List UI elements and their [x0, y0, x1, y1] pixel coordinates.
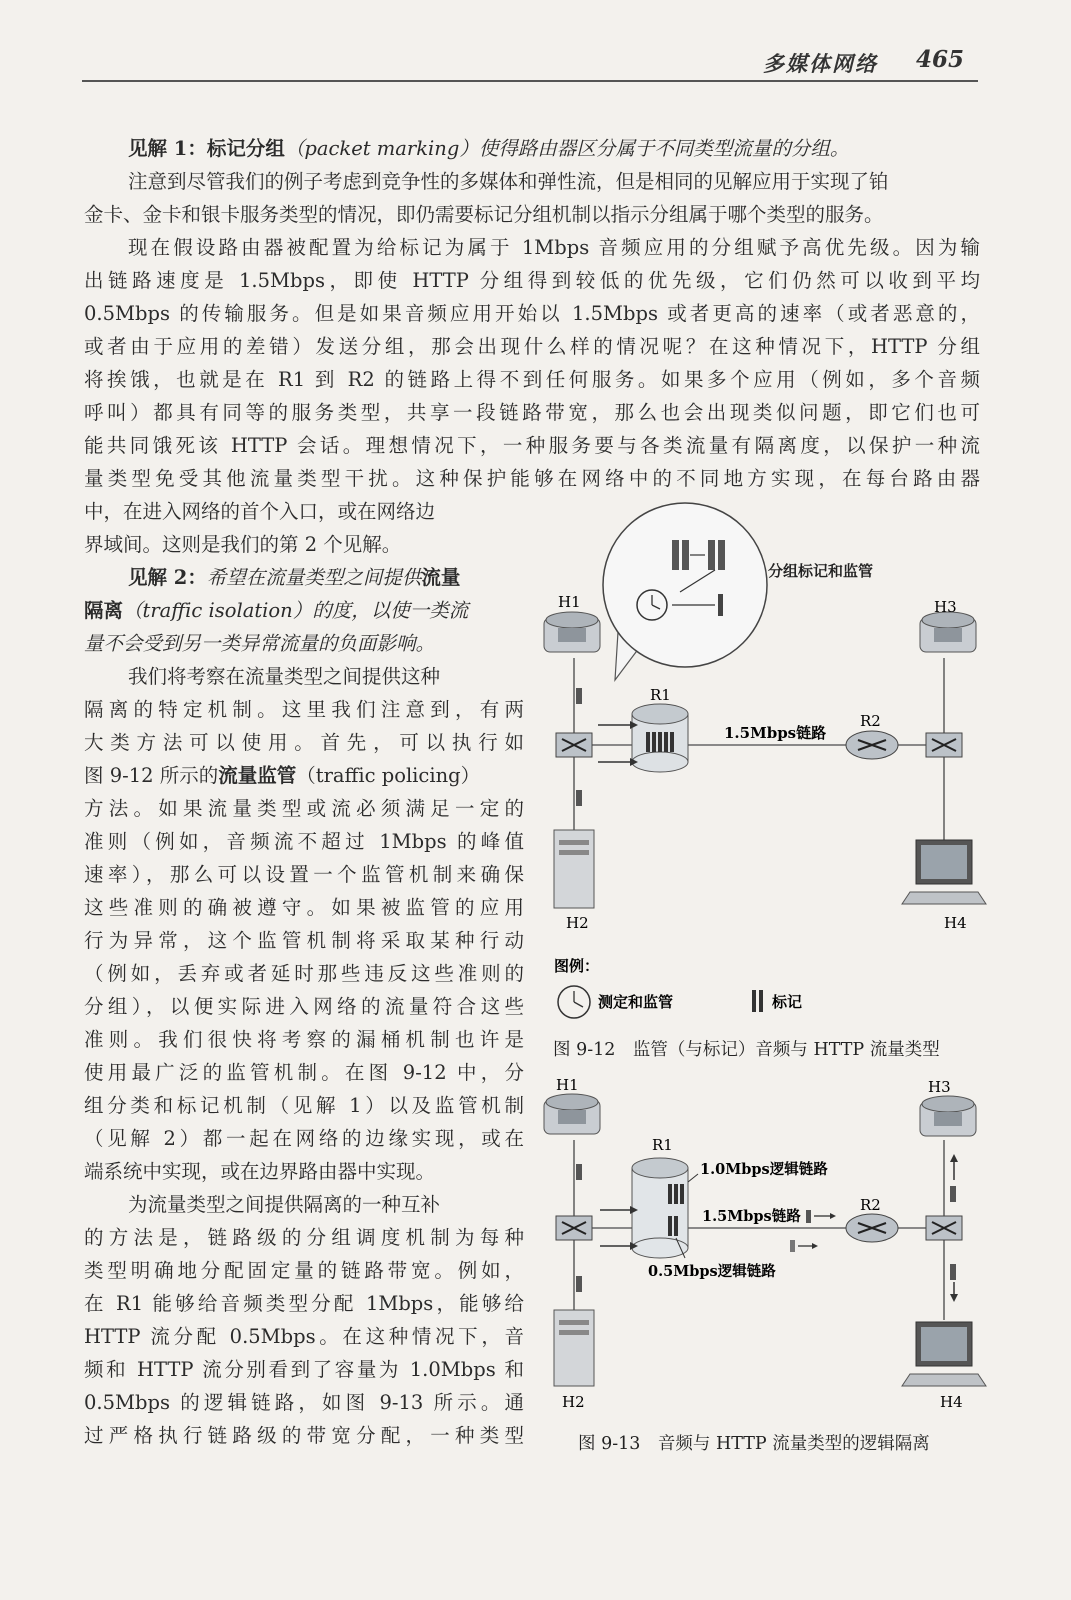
page-number: 465 [915, 46, 964, 73]
clock-icon [558, 986, 590, 1018]
paragraph-line: 大类方法可以使用。首先，可以执行如 [84, 731, 524, 754]
paragraph-line: 现在假设路由器被配置为给标记为属于 1Mbps 音频应用的分组赋予高优先级。因为输 [128, 236, 980, 259]
paragraph-line: 呼叫）都具有同等的服务类型，共享一段链路带宽，那么也会出现类似问题，即它们也可 [84, 401, 980, 424]
host-label: H3 [934, 598, 957, 616]
text-run: 图 9-12 所示的 [84, 764, 219, 787]
legend-title: 图例： [554, 957, 600, 975]
router-label: R1 [652, 1136, 673, 1154]
paragraph-line: 分组），以便实际进入网络的流量符合这些 [84, 995, 524, 1018]
insight-text: （packet marking）使得路由器区分属于不同类型流量的分组。 [284, 137, 850, 160]
paragraph-line: 0.5Mbps 的逻辑链路，如图 9-13 所示。通 [84, 1391, 524, 1414]
switch-icon [556, 733, 592, 757]
phone-icon [544, 1094, 600, 1134]
paragraph-line: 出链路速度是 1.5Mbps，即使 HTTP 分组得到较低的优先级，它们仍然可以收到平均 [84, 269, 980, 292]
computer-icon [902, 1322, 986, 1386]
switch-icon [556, 1216, 592, 1240]
paragraph-line: 准则。我们很快将考察的漏桶机制也许是 [84, 1028, 524, 1051]
insight-2 [128, 563, 460, 593]
router-r1-icon [632, 704, 688, 772]
router-r2-icon [846, 1214, 898, 1242]
paragraph-line: （见解 2）都一起在网络的边缘实现，或在 [84, 1127, 524, 1150]
paragraph-line: （例如，丢弃或者延时那些违反这些准则的 [84, 962, 524, 985]
paragraph-line: 量类型免受其他流量类型干扰。这种保护能够在网络中的不同地方实现，在每台路由器 [84, 467, 980, 490]
paragraph-line: 这些准则的确被遵守。如果被监管的应用 [84, 896, 524, 919]
host-label: H1 [558, 593, 581, 611]
paragraph-line: 类型明确地分配固定量的链路带宽。例如， [84, 1259, 524, 1282]
text-run: （traffic policing） [296, 764, 481, 787]
paragraph-line: 的方法是，链路级的分组调度机制为每种 [84, 1226, 524, 1249]
host-label: H4 [940, 1393, 963, 1411]
server-icon [554, 830, 594, 908]
host-label: H2 [566, 914, 589, 932]
paragraph-line: 注意到尽管我们的例子考虑到竞争性的多媒体和弹性流，但是相同的见解应用于实现了铂 [128, 170, 889, 193]
paragraph-line: 中，在进入网络的首个入口，或在网络边 [84, 500, 436, 523]
host-label: H1 [556, 1076, 579, 1094]
paragraph-line: 隔离的特定机制。这里我们注意到，有两 [84, 698, 524, 721]
logical-link-label: 0.5Mbps逻辑链路 [648, 1263, 776, 1280]
running-header [82, 44, 978, 82]
paragraph-line: 界域间。这则是我们的第 2 个见解。 [84, 533, 402, 556]
paragraph-line: HTTP 流分配 0.5Mbps。在这种情况下，音 [84, 1325, 524, 1348]
switch-icon [926, 733, 962, 757]
insight-term: 隔离 [84, 599, 124, 622]
term-traffic-policing: 流量监管 [218, 764, 297, 787]
paragraph-line: 方法。如果流量类型或流必须满足一定的 [84, 797, 524, 820]
router-r2-icon [846, 731, 898, 759]
paragraph-line [84, 761, 524, 791]
paragraph-line: 我们将考察在流量类型之间提供这种 [128, 665, 441, 688]
phone-icon [544, 612, 600, 652]
insight-1 [128, 134, 849, 164]
phone-icon [920, 1096, 976, 1136]
legend-meter-label: 测定和监管 [598, 993, 674, 1011]
paragraph-line: 行为异常，这个监管机制将采取某种行动 [84, 929, 524, 952]
paragraph-line: 端系统中实现，或在边界路由器中实现。 [84, 1160, 436, 1183]
paragraph-line: 使用最广泛的监管机制。在图 9-12 中，分 [84, 1061, 524, 1084]
phone-icon [920, 612, 976, 652]
switch-icon [926, 1216, 962, 1240]
insight-term: 流量 [421, 566, 461, 589]
insight-2-line [84, 596, 524, 626]
paragraph-line: 金卡、金卡和银卡服务类型的情况，即仍需要标记分组机制以指示分组属于哪个类型的服务。 [84, 203, 884, 226]
paragraph-line: 组分类和标记机制（见解 1）以及监管机制 [84, 1094, 524, 1117]
paragraph-line: 将挨饿，也就是在 R1 到 R2 的链路上得不到任何服务。如果多个应用（例如，多个音频 [84, 368, 980, 391]
server-icon [554, 1310, 594, 1386]
link-label: 1.5Mbps链路 [724, 724, 827, 742]
paragraph-line: 0.5Mbps 的传输服务。但是如果音频应用开始以 1.5Mbps 或者更高的速率（或者恶意的， [84, 302, 980, 325]
host-label: H3 [928, 1078, 951, 1096]
insight-text: （traffic isolation）的度，以使一类流 [123, 599, 469, 622]
computer-icon [902, 840, 986, 904]
section-title: 多媒体网络 [763, 51, 878, 76]
figure-9-13 [540, 1070, 1000, 1420]
paragraph-line: 准则（例如，音频流不超过 1Mbps 的峰值 [84, 830, 524, 853]
insight-label: 见解 2： [128, 566, 207, 589]
paragraph-line: 频和 HTTP 流分别看到了容量为 1.0Mbps 和 [84, 1358, 524, 1381]
figure-9-12 [540, 500, 1000, 1030]
figure-caption: 图 9-12 监管（与标记）音频与 HTTP 流量类型 [553, 1040, 940, 1060]
paragraph-line: 能共同饿死该 HTTP 会话。理想情况下，一种服务要与各类流量有隔离度，以保护一种流 [84, 434, 980, 457]
router-label: R2 [860, 712, 881, 730]
paragraph-line: 过严格执行链路级的带宽分配，一种类型 [84, 1424, 524, 1447]
insight-2-line: 量不会受到另一类异常流量的负面影响。 [84, 632, 436, 655]
paragraph-line: 为流量类型之间提供隔离的一种互补 [128, 1193, 441, 1216]
paragraph-line: 速率），那么可以设置一个监管机制来确保 [84, 863, 524, 886]
router-label: R2 [860, 1196, 881, 1214]
legend-mark-label: 标记 [772, 993, 803, 1011]
marker-icon [752, 990, 763, 1012]
logical-link-label: 1.0Mbps逻辑链路 [700, 1161, 828, 1178]
callout-label: 分组标记和监管 [768, 562, 874, 580]
link-label: 1.5Mbps链路 [702, 1208, 801, 1225]
host-label: H4 [944, 914, 967, 932]
router-r1-icon [632, 1158, 688, 1258]
figure-caption: 图 9-13 音频与 HTTP 流量类型的逻辑隔离 [578, 1434, 930, 1454]
insight-label: 见解 1： [128, 137, 207, 160]
paragraph-line: 在 R1 能够给音频类型分配 1Mbps，能够给 [84, 1292, 524, 1315]
router-label: R1 [650, 686, 671, 704]
paragraph-line: 或者由于应用的差错）发送分组，那会出现什么样的情况呢？在这种情况下，HTTP 分组 [84, 335, 980, 358]
host-label: H2 [562, 1393, 585, 1411]
insight-term: 标记分组 [206, 137, 285, 160]
callout-bubble [603, 503, 767, 680]
insight-text: 希望在流量类型之间提供 [206, 566, 422, 589]
